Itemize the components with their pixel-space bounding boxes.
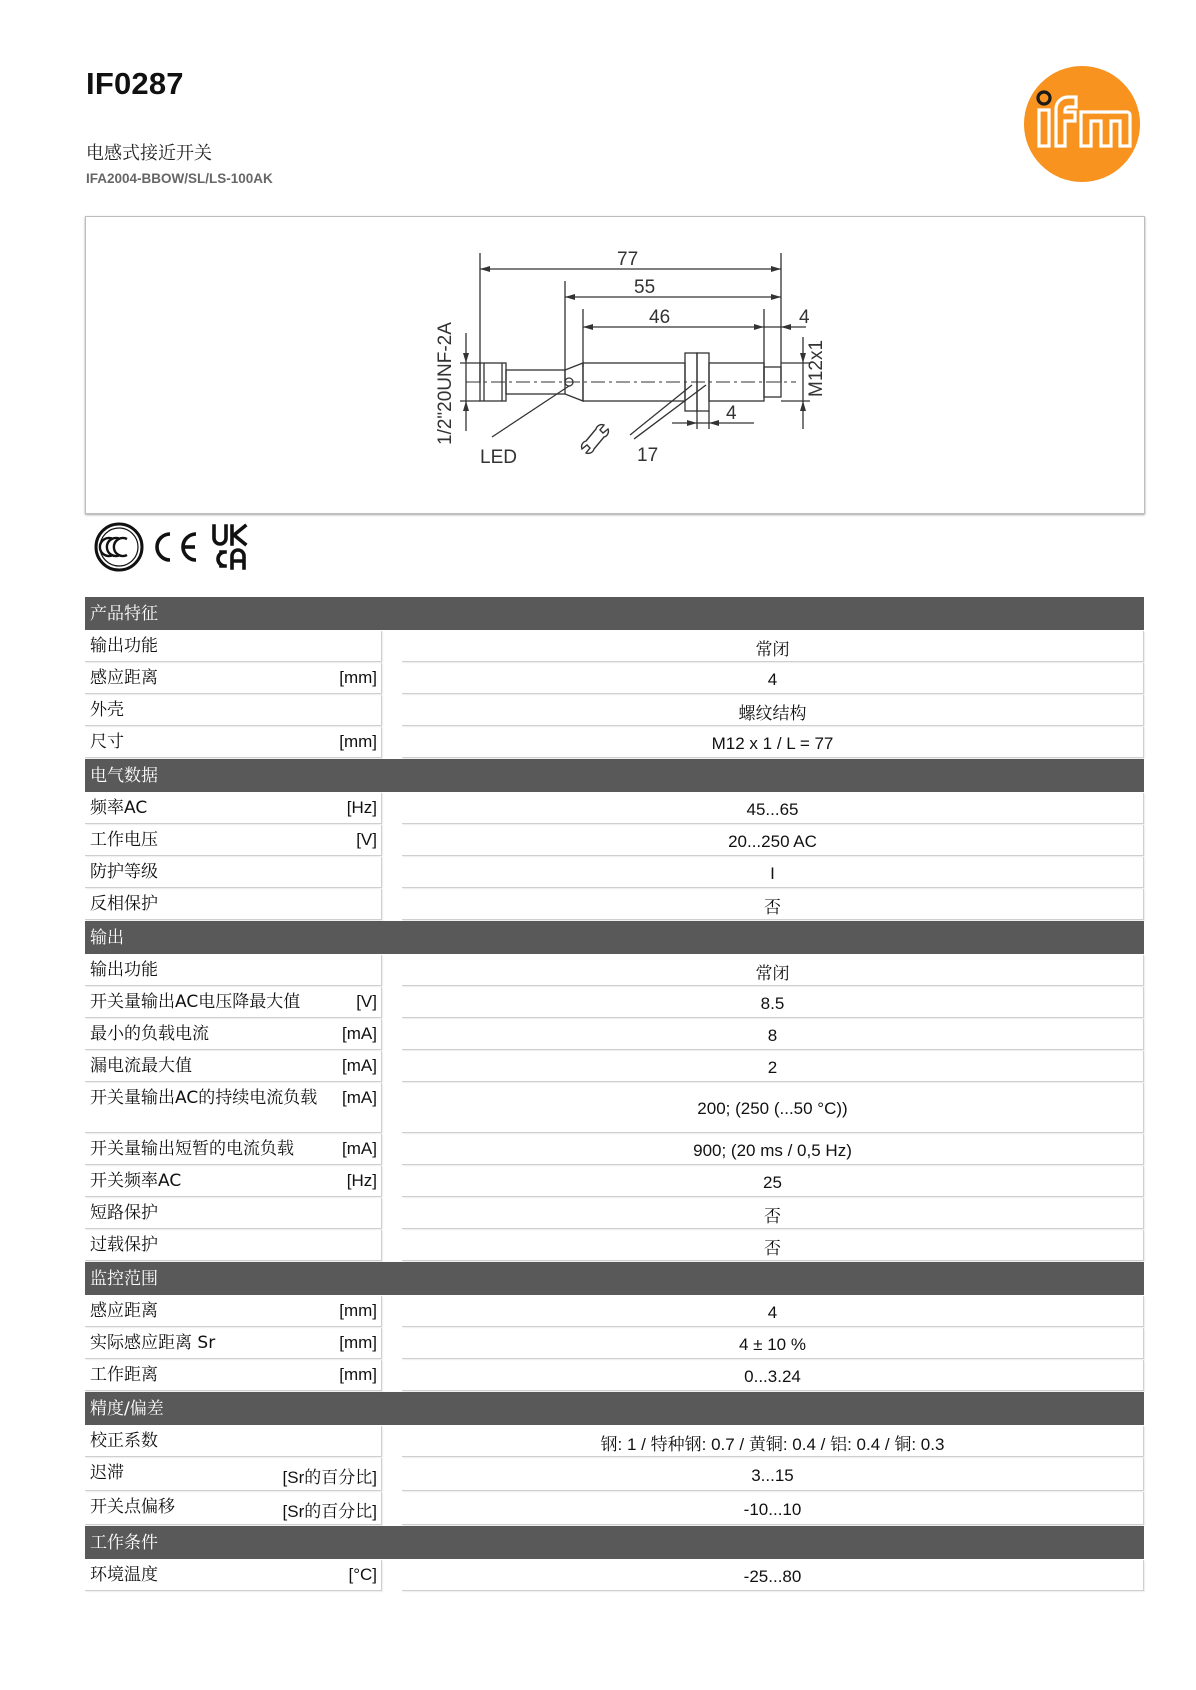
spec-label: 漏电流最大值 xyxy=(90,1056,192,1076)
spec-unit: [V] xyxy=(356,830,377,849)
spec-value: 8.5 xyxy=(402,987,1144,1018)
spec-value: 钢: 1 / 特种钢: 0.7 / 黄铜: 0.4 / 铝: 0.4 / 铜: 0.3 xyxy=(402,1426,1144,1457)
thread-right: M12x1 xyxy=(806,339,827,397)
spec-value: 20...250 AC xyxy=(402,825,1144,856)
spec-value: 2 xyxy=(402,1051,1144,1082)
dim-46: 46 xyxy=(649,307,671,328)
wrench-size: 17 xyxy=(637,445,659,466)
spec-row xyxy=(85,1492,1144,1525)
spec-label: 开关频率AC xyxy=(90,1171,182,1191)
spec-label: 迟滞 xyxy=(90,1463,124,1483)
spec-label: 输出功能 xyxy=(90,636,158,656)
spec-value: -25...80 xyxy=(402,1560,1144,1591)
spec-label: 开关量输出AC的持续电流负载 xyxy=(90,1088,318,1108)
spec-value: 否 xyxy=(402,1230,1144,1261)
spec-label-cell xyxy=(85,793,382,824)
spec-label-cell xyxy=(85,1492,382,1525)
spec-value: I xyxy=(402,857,1144,888)
spec-row xyxy=(85,695,1144,726)
spec-value: 常闭 xyxy=(402,631,1144,662)
spec-label-cell xyxy=(85,1296,382,1327)
spec-label: 输出功能 xyxy=(90,960,158,980)
spec-value: 200; (250 (...50 °C)) xyxy=(402,1083,1144,1133)
spec-row xyxy=(85,1328,1144,1359)
spec-value: 8 xyxy=(402,1019,1144,1050)
spec-label: 实际感应距离 Sr xyxy=(90,1333,216,1353)
spec-label-cell xyxy=(85,1019,382,1050)
spec-unit: [Sr的百分比] xyxy=(282,1502,377,1521)
spec-value: 4 ± 10 % xyxy=(402,1328,1144,1359)
spec-value: 否 xyxy=(402,1198,1144,1229)
section-header: 电气数据 xyxy=(85,759,1144,792)
spec-row xyxy=(85,1198,1144,1229)
spec-label-cell xyxy=(85,987,382,1018)
spec-label: 感应距离 xyxy=(90,668,158,688)
order-code: IFA2004-BBOW/SL/LS-100AK xyxy=(86,171,273,186)
spec-label: 工作距离 xyxy=(90,1365,158,1385)
spec-label-cell xyxy=(85,1198,382,1229)
spec-label: 开关量输出AC电压降最大值 xyxy=(90,992,301,1012)
spec-unit: [mA] xyxy=(342,1056,377,1075)
spec-unit: [mm] xyxy=(339,1365,377,1384)
section-header: 监控范围 xyxy=(85,1262,1144,1295)
product-type: 电感式接近开关 xyxy=(86,143,212,164)
spec-row xyxy=(85,727,1144,758)
spec-label-cell xyxy=(85,1560,382,1591)
spec-label: 外壳 xyxy=(90,700,124,720)
spec-label: 频率AC xyxy=(90,798,148,818)
spec-row xyxy=(85,1166,1144,1197)
spec-value: 否 xyxy=(402,889,1144,920)
spec-label-cell xyxy=(85,955,382,986)
spec-label: 感应距离 xyxy=(90,1301,158,1321)
spec-unit: [°C] xyxy=(348,1565,377,1584)
spec-unit: [mm] xyxy=(339,1333,377,1352)
spec-row xyxy=(85,1083,1144,1133)
spec-label-cell xyxy=(85,1051,382,1082)
ifm-logo xyxy=(1023,65,1141,183)
certification-marks xyxy=(92,522,272,572)
spec-value: 常闭 xyxy=(402,955,1144,986)
section-header: 精度/偏差 xyxy=(85,1392,1144,1425)
dim-55: 55 xyxy=(634,277,656,298)
spec-unit: [mA] xyxy=(342,1088,377,1107)
spec-row xyxy=(85,1230,1144,1261)
spec-label-cell xyxy=(85,663,382,694)
spec-label-cell xyxy=(85,1166,382,1197)
spec-label: 过载保护 xyxy=(90,1235,158,1255)
spec-label: 最小的负载电流 xyxy=(90,1024,209,1044)
spec-label: 工作电压 xyxy=(90,830,158,850)
spec-label-cell xyxy=(85,857,382,888)
spec-unit: [mm] xyxy=(339,1301,377,1320)
spec-label: 短路保护 xyxy=(90,1203,158,1223)
spec-row xyxy=(85,663,1144,694)
spec-row xyxy=(85,1019,1144,1050)
section-header: 输出 xyxy=(85,921,1144,954)
section-header: 产品特征 xyxy=(85,597,1144,630)
spec-row xyxy=(85,793,1144,824)
spec-row xyxy=(85,825,1144,856)
spec-value: -10...10 xyxy=(402,1492,1144,1525)
spec-row xyxy=(85,1296,1144,1327)
dim-4-top: 4 xyxy=(799,307,810,328)
spec-unit: [mm] xyxy=(339,668,377,687)
spec-unit: [Hz] xyxy=(346,1171,377,1190)
dimension-drawing xyxy=(85,216,1145,514)
spec-label-cell xyxy=(85,727,382,758)
spec-label-cell xyxy=(85,1328,382,1359)
spec-label-cell xyxy=(85,1083,382,1133)
spec-unit: [mA] xyxy=(342,1024,377,1043)
spec-row xyxy=(85,631,1144,662)
spec-row xyxy=(85,1134,1144,1165)
dim-77: 77 xyxy=(617,249,639,270)
spec-value: 4 xyxy=(402,663,1144,694)
spec-tables xyxy=(85,597,1144,1592)
spec-label: 校正系数 xyxy=(90,1431,158,1451)
spec-label: 反相保护 xyxy=(90,894,158,914)
section-header: 工作条件 xyxy=(85,1526,1144,1559)
spec-value: 0...3.24 xyxy=(402,1360,1144,1391)
spec-label: 开关量输出短暂的电流负载 xyxy=(90,1139,294,1159)
spec-row xyxy=(85,1360,1144,1391)
product-id: IF0287 xyxy=(86,66,184,101)
spec-row xyxy=(85,857,1144,888)
spec-value: 25 xyxy=(402,1166,1144,1197)
spec-value: 45...65 xyxy=(402,793,1144,824)
spec-value: M12 x 1 / L = 77 xyxy=(402,727,1144,758)
spec-label: 环境温度 xyxy=(90,1565,158,1585)
spec-value: 4 xyxy=(402,1296,1144,1327)
ukca-mark-icon xyxy=(214,526,245,568)
spec-label-cell xyxy=(85,1458,382,1491)
spec-unit: [mm] xyxy=(339,732,377,751)
spec-row xyxy=(85,889,1144,920)
dim-4-bottom: 4 xyxy=(726,403,737,424)
ccc-icon xyxy=(96,524,142,570)
spec-unit: [mA] xyxy=(342,1139,377,1158)
spec-label: 尺寸 xyxy=(90,732,124,752)
spec-label: 防护等级 xyxy=(90,862,158,882)
spec-row xyxy=(85,1560,1144,1591)
spec-row xyxy=(85,1426,1144,1457)
spec-row xyxy=(85,987,1144,1018)
spec-label-cell xyxy=(85,695,382,726)
spec-label-cell xyxy=(85,889,382,920)
thread-left: 1/2"20UNF-2A xyxy=(435,322,456,445)
spec-row xyxy=(85,1051,1144,1082)
spec-label-cell xyxy=(85,631,382,662)
spec-unit: [V] xyxy=(356,992,377,1011)
led-label: LED xyxy=(480,447,517,468)
ce-mark-icon xyxy=(157,534,196,560)
spec-unit: [Hz] xyxy=(346,798,377,817)
spec-label-cell xyxy=(85,1230,382,1261)
spec-value: 900; (20 ms / 0,5 Hz) xyxy=(402,1134,1144,1165)
spec-row xyxy=(85,955,1144,986)
spec-value: 3...15 xyxy=(402,1458,1144,1491)
spec-row xyxy=(85,1458,1144,1491)
spec-label: 开关点偏移 xyxy=(90,1497,175,1517)
spec-value: 螺纹结构 xyxy=(402,695,1144,726)
spec-label-cell xyxy=(85,1360,382,1391)
spec-label-cell xyxy=(85,1426,382,1457)
spec-unit: [Sr的百分比] xyxy=(282,1468,377,1487)
spec-label-cell xyxy=(85,1134,382,1165)
spec-label-cell xyxy=(85,825,382,856)
